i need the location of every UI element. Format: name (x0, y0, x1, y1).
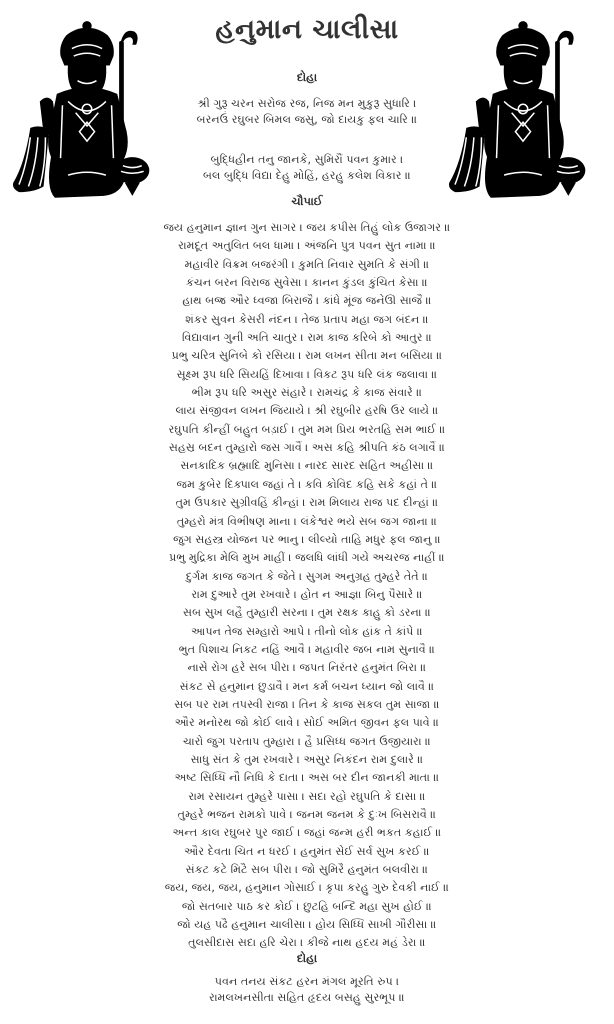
verse-line: રામલખનસીતા સહિત હૃદય બસહુ સુરભૂપ ॥ (209, 991, 405, 1004)
verse-line: બુદ્ધિહીન તનુ જાનકે, સુમિરૌં પવન કુમાર । (210, 153, 404, 166)
opening-doha-stanza-2 (0, 152, 614, 184)
verse-line: આપન તેજ સમ્હારો આપે । તીનો લોક હાંક તે કાંપે ॥ (191, 624, 423, 638)
verse-line: મહાવીર વિક્રમ બજરંગી । કુમતિ નિવાર સુમતિ કે સંગી ॥ (184, 257, 430, 271)
verse-line: સબ પર રામ તપસ્વી રાજા । તિન કે કાજ સકલ તુમ સાજા ॥ (174, 697, 440, 711)
opening-doha-heading: દોહા (296, 70, 318, 84)
verse-line: તુલસીદાસ સદા હરિ ચેરા । કીજે નાથ હદય મહં ડેરા ॥ (188, 936, 426, 950)
verse-line: તુમ્હરે ભજન રામકો પાવે । જનમ જનમ કે દુઃખ બિસરાવૈ ॥ (177, 808, 437, 821)
verse-line: શંકર સુવન કેસરી નંદન । તેજ પ્રતાપ મહા જગ બંદન ॥ (185, 312, 429, 326)
verse-line: દુર્ગમ કાજ જગત કે જેતે । સુગમ અનુગ્રહ તુમ્હરે તેતે ॥ (185, 569, 429, 583)
verse-line: જય હનુમાન જ્ઞાન ગુન સાગર । જય કપીસ તિહું લોક ઉજાગર ॥ (163, 221, 451, 234)
closing-doha-verses (0, 974, 614, 1006)
verse-line: નાસે રોગ હરે સબ પીરા । જપત નિરંતર હનુમંત બિરા ॥ (187, 661, 427, 675)
verse-line: બલ બુદ્ધિ વિદ્યા દેહુ મોહિં, હરહુ કલેશ વિકાર ॥ (203, 169, 411, 182)
verse-line: ઔર મનોરથ જો કોઈ લાવે । સોઈ અમિત જીવન ફલ પાવે ॥ (174, 716, 440, 730)
verse-line: લાય સંજીવન લખન જિયાયે । શ્રી રઘુબીર હરષિ ઉર લાયે ॥ (175, 404, 439, 418)
closing-doha-heading: દોહા (296, 951, 318, 965)
verse-line: રામ રસાયન તુમ્હરે પાસા । સદા રહો રઘુપતિ કે દાસા ॥ (188, 789, 426, 803)
verse-line: ઔર દેવતા ચિત ન ધરઈ । હનુમંત સેઈ સર્વ સુખ કરઈ ॥ (184, 844, 430, 858)
verse-line: તુમ્હરો મંત્ર વિભીષણ માના । લંકેશ્વર ભયે સબ જગ જાના ॥ (176, 514, 438, 528)
opening-doha-stanza-1 (0, 96, 614, 128)
verse-line: જો સતબાર પાઠ કર કોઈ । છુટહિ બન્દિ મહા સુખ હોઈ ॥ (181, 899, 433, 913)
verse-line: સબ સુખ લહૈ તુમ્હારી સરના । તુમ રક્ષક કાહુ કો ડરના ॥ (183, 606, 431, 620)
verse-line: કંચન બરન વિરાજ સુવેસા । કાનન કુંડલ કુંચિત કેસા ॥ (186, 276, 428, 290)
verse-line: શ્રી ગુરૂ ચરન સરોજ રજ, નિજ મન મુકુરૂ સુધારિ । (197, 97, 417, 110)
verse-line: જુગ સહસ્ત્ર યોજન પર ભાનુ । લીલ્યો તાહિ મધુર ફલ જાનુ ॥ (173, 532, 441, 546)
verse-line: જો યહ પઢૈ હનુમાન ચાલીસા । હોય સિધ્ધિ સાખી ગૌરીસા ॥ (177, 918, 437, 932)
verse-line: સાધુ સંત કે તુમ રખવારે । અસુર નિકંદન રામ દુલારે ॥ (190, 752, 424, 766)
verse-line: હાથ બજ્ર ઔર ધ્વજા બિરાજૈ । કાંધે મૂંજ જનેઊ સાજૈ ॥ (182, 294, 432, 308)
verse-line: સંકટ કટે મિટૈ સબ પીરા । જો સુમિરૈ હનુમંત બલવીરા ॥ (185, 863, 429, 877)
page-title: હનુમાન ચાલીસા (215, 14, 399, 45)
verse-line: સૂક્ષ્મ રૂપ ધરિ સિયહિં દિખાવા । વિકટ રૂપ ધરિ લંક જલાવા ॥ (176, 367, 438, 381)
verse-line: તુમ ઉપકાર સુગ્રીવહિં કીન્હાં । રામ મિલાય રાજ પદ દીન્હાં ॥ (175, 496, 439, 510)
chopai-verses (0, 219, 614, 953)
verse-line: રામ દુઆરે તુમ રખવારે । હોત ન આજ્ઞા બિનુ પૈસારે ॥ (191, 587, 423, 601)
verse-line: પ્રભુ ચરિત્ર સુનિબે કો રસિયા । રામ લખન સીતા મન બસિયા ॥ (171, 349, 443, 363)
verse-line: ભુત પિશાચ નિકટ નહિં આવૈ । મહાવીર જબ નામ સુનાવૈ ॥ (178, 642, 436, 656)
verse-line: પવન તનય સંકટ હરન મંગલ મૂરતિ રુપ । (214, 975, 400, 988)
verse-line: બરનઉં રઘુબર બિમલ જસુ, જો દાયકુ ફલ ચારિ ॥ (196, 113, 418, 126)
verse-line: સંકટ સે હનુમાન છુડાવૈ । મન કર્મ બચન ધ્યાન જો લાવૈ ॥ (179, 679, 435, 693)
verse-line: અન્ત કાલ રઘુબર પુર જાઈ । જહાં જન્મ હરી ભકત કહાઈ ॥ (172, 826, 442, 840)
verse-line: જમ કુબેર દિક્પાલ જહાં તે । કવિ કોવિદ કહિ સકે કહાં તે ॥ (176, 477, 438, 491)
verse-line: સહસ્ર બદન તુમ્હારો જસ ગાવૈં । અસ કહિ શ્રીપતિ કંઠ લગાવૈં ॥ (168, 441, 446, 455)
verse-line: રઘુપતિ કીન્હીં બહુત બડ઼ાઈ । તુમ મમ પ્રિય ભરતહિ સમ ભાઈ ॥ (168, 422, 446, 436)
verse-line: સનકાદિક બ્રહ્માદિ મુનિસા । નારદ સારદ સહિત અહીસા ॥ (180, 459, 434, 473)
chopai-heading: ચૌપાઈ (291, 194, 323, 208)
verse-line: ભીમ રૂપ ધરિ અસુર સંહારે । રામચંદ્ર કે કાજ સંવારે ॥ (191, 386, 423, 400)
verse-line: અષ્ટ સિધ્ધિ નૌ નિધિ કે દાતા । અસ બર દીન જાનકી માતા ॥ (174, 771, 440, 785)
verse-line: ચારો જુગ પરતાપ તુમ્હારા । હૈ પ્રસિધ્ધ જગત ઉજીયારા ॥ (182, 734, 432, 748)
verse-line: જય, જય, જય, હનુમાન ગોસાઈ । કૃપા કરહુ ગુરુ દેવકી નાઈ ॥ (164, 881, 450, 895)
verse-line: વિદ્યાવાન ગુની અતિ ચાતુર । રામ કાજ કરિબે કો આતુર ॥ (182, 331, 432, 345)
verse-line: રામદૂત અતુલિત બલ ધામા । અંજનિ પુત્ર પવન સુત નામા ॥ (178, 239, 436, 253)
verse-line: પ્રભુ મુદ્રિકા મેલિ મુખ માહીં । જલધિ લાંધી ગયે અચરજ નાહીં ॥ (169, 551, 445, 565)
